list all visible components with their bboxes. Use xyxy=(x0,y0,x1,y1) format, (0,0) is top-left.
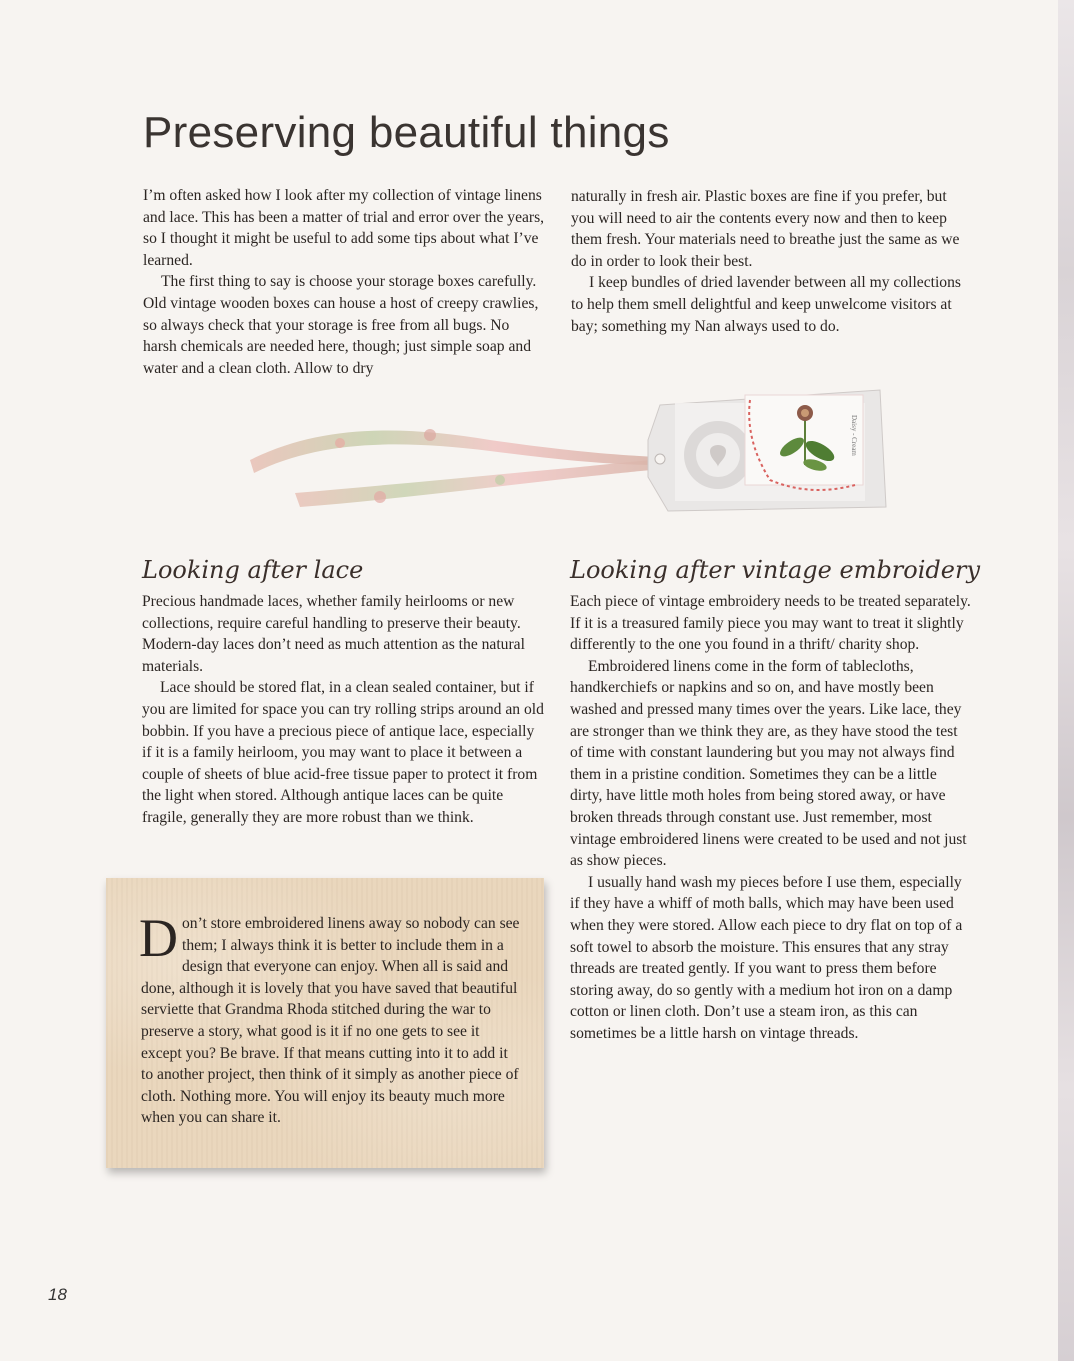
gift-tag xyxy=(648,390,886,511)
tip-box-text xyxy=(139,908,523,1129)
lace-section-heading: Looking after lace xyxy=(142,556,364,584)
intro-paragraph: naturally in fresh air. Plastic boxes are fine if you prefer, but you will need to air the contents every now and then to keep them fresh. Your materials need to breathe just the same as we do in order to look their best. xyxy=(571,188,960,270)
embroidery-paragraph: Each piece of vintage embroidery needs to be treated separately. If it is a treasured family piece you may want to treat it slightly differently to the one you found in a thrift/ charity shop. xyxy=(570,593,971,654)
lace-section-body xyxy=(142,591,546,829)
intro-paragraph: The first thing to say is choose your storage boxes carefully. Old vintage wooden boxes can house a host of creepy crawlies, so always check that your storage is free from all bugs. No harsh chemicals are needed here, though; just simple soap and water and a clean cloth. Allow to dry xyxy=(143,273,539,377)
drop-cap: D xyxy=(139,908,178,968)
tag-label: Daisy - Cream xyxy=(850,415,858,456)
page-edge-strip xyxy=(1058,0,1074,1361)
lace-paragraph: Precious handmade laces, whether family heirlooms or new collections, require careful handling to preserve their beauty. Modern-day laces don’t need as much attention as the natural materials. xyxy=(142,593,525,675)
embroidery-paragraph: I usually hand wash my pieces before I use them, especially if they have a whiff of moth balls, which may have been used when they were stored. Allow each piece to dry flat on top of a soft towel to absorb the moisture. This ensures that any stray threads are treated gently. If you want to press them before storing away, do so gently with a medium hot iron on a damp cotton or linen cloth. Don’t use a steam iron, as this can sometimes be a little harsh on vintage threads. xyxy=(570,873,963,1042)
intro-right-column xyxy=(571,186,971,337)
page-title: Preserving beautiful things xyxy=(143,108,670,157)
ribbon-and-tag-illustration xyxy=(240,385,890,525)
page-number: 18 xyxy=(48,1285,67,1304)
embroidery-paragraph: Embroidered linens come in the form of tablecloths, handkerchiefs or napkins and so on, and have mostly been washed and pressed many times over the years. Like lace, they are stronger than we think they are, as they have stood the test of time with constant laundering but you may not always find them in a pristine condition. Sometimes they can be a little dirty, have little moth holes from being stored away, or have broken threads through constant use. Just remember, most vintage embroidered linens were created to be used and not just as show pieces. xyxy=(570,657,967,870)
tip-text-body: on’t store embroidered linens away so nobody can see them; I always think it is better to include them in a design that everyone can enjoy. When all is said and done, although it is lovely that you have saved that beautiful serviette that Grandma Rhoda stitched during the war to preserve a story, what good is it if no one gets to see it except you? Be brave. If that means cutting into it to add it to another project, then think of it simply as another piece of cloth. Nothing more. You will enjoy its beauty much more when you can share it. xyxy=(141,915,520,1127)
embroidery-section-heading: Looking after vintage embroidery xyxy=(570,556,981,584)
intro-paragraph: I’m often asked how I look after my collection of vintage linens and lace. This has been a matter of trial and error over the years, so I thought it might be useful to add some tips about what I’ve learned. xyxy=(143,187,545,269)
embroidery-section-body xyxy=(570,591,972,1044)
intro-left-column xyxy=(143,185,545,379)
fabric-ribbon-lower xyxy=(295,459,662,507)
intro-paragraph: I keep bundles of dried lavender between all my collections to help them smell delightful and keep unwelcome visitors at bay; something my Nan always used to do. xyxy=(571,274,961,335)
lace-paragraph: Lace should be stored flat, in a clean sealed container, but if you are limited for space you can try rolling strips around an old bobbin. If you have a precious piece of antique lace, especially if it is a family heirloom, you may want to place it between a couple of sheets of blue acid-free tissue paper to protect it from the light when stored. Although antique laces can be quite fragile, generally they are more robust than we think. xyxy=(142,679,544,826)
